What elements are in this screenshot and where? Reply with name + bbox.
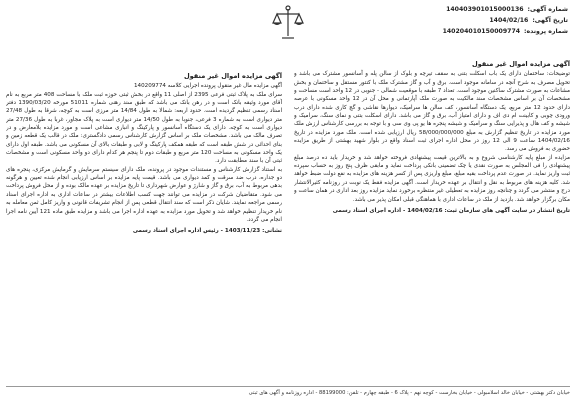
- right-column-signature: تاریخ انتشار در سایت آگهی های سازمان ثبت: 1404/02/16 - اداره اجرای اسناد رسمی: [332, 207, 570, 214]
- notice-date-label: تاریخ آگهی:: [532, 17, 568, 24]
- notice-number-label: شماره آگهی:: [527, 6, 568, 13]
- footer-address: خیابان دکتر بهشتی - خیابان خالد اسلامبولی - خیابان بخارست - کوچه نهم - پلاک 6 - طبقه چهارم - تلفن: 88199000 - اداره روزنامه و آگهی های ثبتی: [248, 390, 570, 396]
- notice-date-row: [418, 15, 568, 26]
- scales-of-justice-emblem-icon: [271, 3, 305, 43]
- left-column-paragraph-2: به استناد گزارش کارشناس و مستندات موجود در پرونده، ملک دارای سیستم سرمایش و گرمایش مرکزی، پنجره های دو جداره، درب ضد سرقت و کمد دیواری می باشد. قیمت پایه مزایده بر اساس ارزیابی انجام شده تعیین و هرگونه بدهی مربوط به آب، برق و گاز و شارژ و عوارض شهرداری تا تاریخ مزایده بر عهده مالک بوده و از محل فروش پرداخت می شود. متقاضیان شرکت در مزایده می توانند جهت کسب اطلاعات بیشتر در ساعات اداری به اداره اجرای اسناد رسمی مراجعه نمایند. شایان ذکر است که سند انتقال قطعی پس از انجام تشریفات قانونی و واریز کامل ثمن معامله به نام خریدار تنظیم خواهد شد و تحویل مورد مزایده به عهده اداره اجرا می باشد و مزایده طبق ماده 121 آیین نامه اجرا انجام می گردد.: [6, 166, 282, 223]
- footer-divider: [6, 386, 570, 387]
- left-column-subtitle: آگهی مزایده مال غیر منقول پرونده اجرایی کلاسه 140209774: [133, 83, 282, 90]
- left-column-signature: نشانی: 1403/11/23 - رئیس اداره اجرای اسناد رسمی: [132, 228, 282, 235]
- left-column-title: آگهی مزایده اموال غیر منقول: [183, 72, 282, 80]
- notice-meta: [418, 4, 568, 37]
- notice-date: 1404/02/16: [489, 17, 529, 24]
- notice-number-row: [418, 4, 568, 15]
- right-column-paragraph-1: توضیحات: ساختمان دارای یک باب اسکلت بتنی به سقف تیرچه و بلوک از سالن پله و آسانسور مشترک می باشد و تحویل مصرف به شرح آنچه در سامانه موجود است. برق و آب و گاز مشترک ملک با کنتور مستقل و ساختمان و بخش مشاعات به صورت مشترک ساکنین موجود است. تعداد 7 طبقه با موقعیت شمالی - جنوبی در 12 واحد است مساحت و مشخصات آن بر اساس مشخصات سند مالکیت به صورت ملک آپارتمانی و محل آن در 12 واحد مسکونی با عرصه دارای حدود 12 متر مربع، یک دستگاه آسانسور، کف سالن ها سرامیک، دیوارها نقاشی و گچ کاری شده دارای درب ورودی چوبی و کابینت ام دی اف و دارای امتیاز آب، برق و گاز می باشد. دارای اسکلت بتنی و نمای سنگ، سرامیک و شیشه و کف هال و پذیرایی سنگ و سرامیک و شیشه پنجره ها یو پی وی سی و با توجه به بررسی کارشناس ارزش ملک مورد مزایده در تاریخ تنظیم گزارش به مبلغ 58/000/000/000 ریال ارزیابی شده است. ملک مورد مزایده در تاریخ 1404/02/16 ساعت 9 الی 12 روز در محل اداره اجرای ثبت اسناد واقع در بلوار شهید بهشتی از طریق مزایده حضوری به فروش می رسد.: [294, 71, 570, 153]
- right-column-paragraph-2: مزایده از مبلغ پایه کارشناسی شروع و به بالاترین قیمت پیشنهادی فروخته خواهد شد و خریدار باید ده درصد مبلغ پیشنهادی را فی المجلس به صورت نقدی یا چک تضمینی بانکی پرداخت نماید و مابقی ظرف پنج روز به حساب سپرده ثبت واریز نماید. در صورت عدم پرداخت بقیه مبلغ، مبلغ واریزی پس از کسر هزینه های مزایده به نفع دولت ضبط خواهد شد. کلیه هزینه های مربوط به نقل و انتقال بر عهده خریدار است. آگهی مزایده فقط یک نوبت در روزنامه کثیرالانتشار درج و منتشر می گردد و چنانچه روز مزایده به تعطیلی غیر منتظره برخورد نماید مزایده روز بعد اداری در همان ساعت و مکان برگزار خواهد شد. بازدید از ملک در ساعات اداری با هماهنگی قبلی امکان پذیر می باشد.: [294, 154, 570, 203]
- right-column: [294, 60, 570, 382]
- right-column-title: آگهی مزایده اموال غیر منقول: [471, 60, 570, 68]
- file-number-row: [418, 26, 568, 37]
- file-number: 140204010150009774: [442, 28, 521, 35]
- file-number-label: شماره پرونده:: [524, 28, 568, 35]
- left-column: [6, 72, 282, 394]
- notice-number: 140403901015000136: [446, 6, 524, 13]
- left-column-paragraph-1: سرای ملک به پلاک ثبتی فرعی 2395 از اصلی 11 واقع در بخش ثبتی حوزه ثبت ملک با مساحت 408 متر مربع به نام آقای مورد وثیقه بانک است و در رهن بانک می باشد که طبق سند رهنی شماره 51011 مورخه 1390/03/20 دفتر اسناد رسمی تنظیم گردیده است. حدود اربعه: شمالا به طول 14/84 متر مرزی است به کوچه، شرقا به طول 27/48 متر دیواری است به شماره 3 فرعی، جنوبا به طول 14/50 متر دیواری است به پلاک مجاور، غربا به طول 27/36 متر دیواری است به کوچه. دارای یک دستگاه آسانسور و پارکینگ و انباری مشاعی است و مورد مزایده بلامعارض و در تصرف مالک می باشد. مشخصات ملک بر اساس گزارش کارشناس رسمی دادگستری: ملک در قالب یک قطعه زمین و بنای احداثی در شش طبقه است که طبقه همکف پارکینگ و لابی و طبقات بالای آن مسکونی می باشد. طبقه اول دارای یک واحد مسکونی به مساحت 120 متر مربع و طبقات دوم تا پنجم هر کدام دارای دو واحد مسکونی است و مشخصات ثبتی آن با سند مطابقت دارد.: [6, 91, 282, 165]
